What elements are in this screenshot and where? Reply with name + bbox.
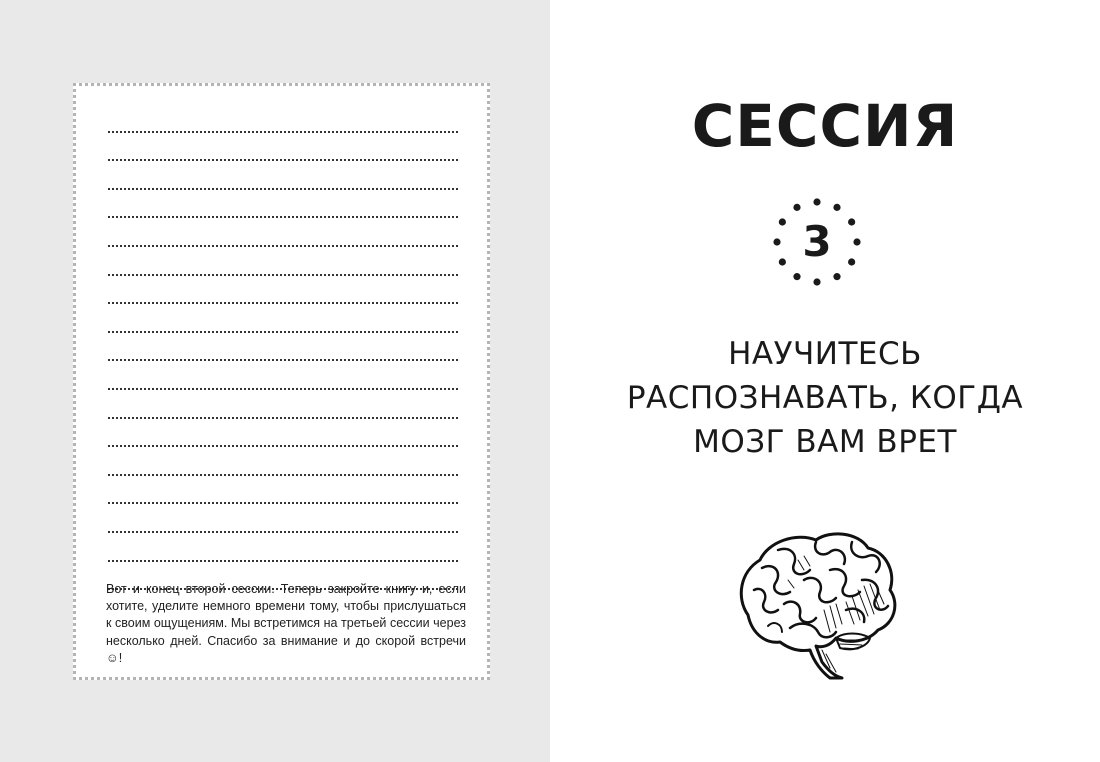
badge-dot (853, 238, 860, 245)
writing-line (108, 390, 458, 419)
badge-dot (779, 258, 786, 265)
chapter-title (550, 332, 1100, 464)
writing-line (108, 104, 458, 133)
writing-line (108, 361, 458, 390)
badge-dot (793, 204, 800, 211)
writing-line (108, 190, 458, 219)
badge-dot (813, 198, 820, 205)
badge-dot (833, 204, 840, 211)
writing-line (108, 333, 458, 362)
writing-line (108, 304, 458, 333)
chapter-title-line-3: МОЗГ ВАМ ВРЕТ (693, 424, 957, 460)
session-number-badge (772, 198, 862, 286)
right-page (550, 0, 1100, 762)
badge-dot (848, 258, 855, 265)
writing-line (108, 447, 458, 476)
badge-dot (833, 273, 840, 280)
badge-dot (793, 273, 800, 280)
closing-note: Вот и конец второй сессии. Теперь закройте книгу и, если хотите, уделите немного времени тому, чтобы прислушаться к своим ощущениям. Мы встретимся на третьей сессии через несколько дней. Спасибо за внимание и до скорой встречи ☺! (106, 582, 466, 665)
session-number: 3 (802, 217, 832, 266)
session-title: СЕССИЯ (691, 92, 959, 160)
chapter-title-line-1: НАУЧИТЕСЬ (728, 336, 922, 372)
writing-line (108, 533, 458, 562)
writing-lines (108, 104, 458, 590)
badge-dot (773, 238, 780, 245)
badge-dot (813, 278, 820, 285)
writing-line (108, 476, 458, 505)
writing-line (108, 161, 458, 190)
brain-illustration-icon (718, 520, 908, 685)
writing-line (108, 218, 458, 247)
writing-line (108, 247, 458, 276)
notes-card (73, 83, 490, 680)
writing-line (108, 419, 458, 448)
writing-line (108, 504, 458, 533)
chapter-title-line-2: РАСПОЗНАВАТЬ, КОГДА (626, 380, 1024, 416)
badge-dot (779, 218, 786, 225)
writing-line (108, 276, 458, 305)
badge-dot (848, 218, 855, 225)
writing-line (108, 133, 458, 162)
